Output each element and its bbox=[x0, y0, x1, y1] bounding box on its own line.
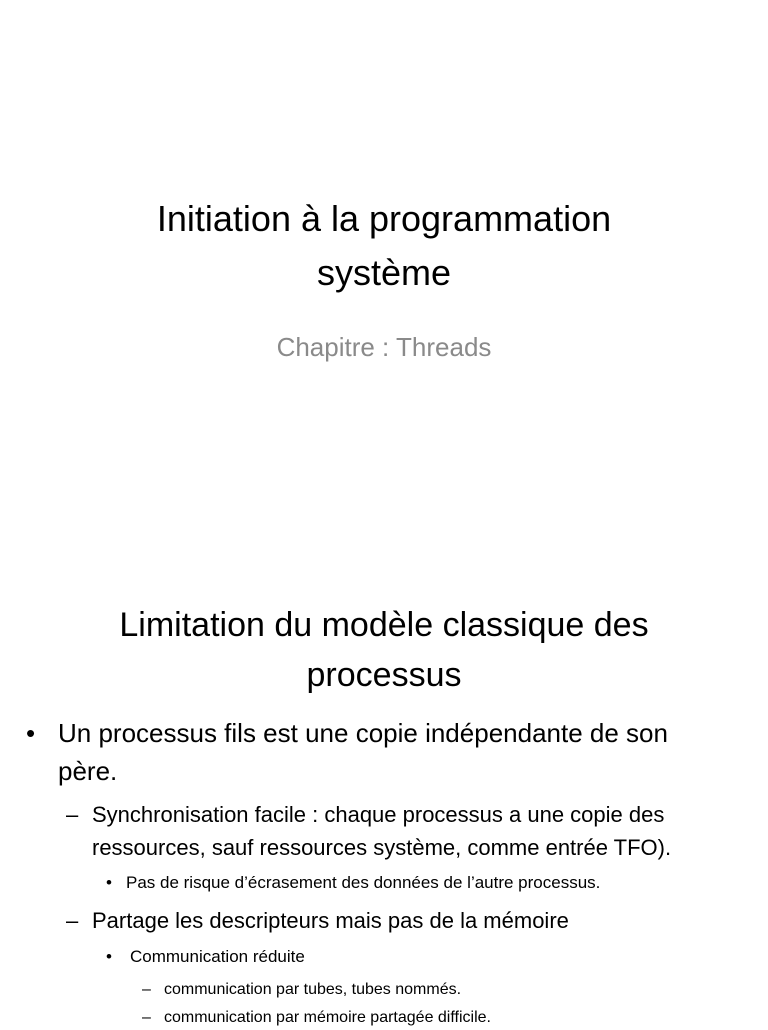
bullet-marker: • bbox=[26, 718, 36, 748]
content-slide bbox=[0, 576, 768, 1024]
sub-sub-bullet-item bbox=[106, 944, 750, 970]
level-4-text: communication par mémoire partagée difficile. bbox=[164, 1009, 491, 1026]
title-line-1: Limitation du modèle classique des bbox=[119, 606, 649, 644]
level-4-item bbox=[142, 978, 744, 1002]
sub-bullet-text-line-2: ressources, sauf ressources système, comme entrée TFO). bbox=[92, 835, 672, 860]
sub-bullet-item bbox=[66, 904, 752, 937]
title-line-2: processus bbox=[306, 656, 462, 694]
dash-marker: – bbox=[66, 802, 79, 827]
title-line-1: Initiation à la programmation bbox=[156, 198, 612, 239]
dash-marker: – bbox=[66, 908, 79, 933]
sub-sub-bullet-text: Communication réduite bbox=[130, 947, 305, 966]
sub-sub-bullet-text: Pas de risque d’écrasement des données de l’autre processus. bbox=[126, 873, 601, 892]
slide-title bbox=[0, 600, 768, 700]
dash-marker: – bbox=[142, 1009, 151, 1026]
sub-bullet-item bbox=[66, 798, 752, 864]
sub-bullet-text-line-1: Synchronisation facile : chaque processus a une copie des bbox=[92, 802, 665, 827]
bullet-marker: • bbox=[106, 873, 112, 892]
level-4-item bbox=[142, 1006, 744, 1030]
slide-title bbox=[0, 192, 768, 300]
bullet-text-line-1: Un processus fils est une copie indépendante de son bbox=[58, 718, 668, 748]
bullet-item bbox=[26, 714, 748, 790]
bullet-text-line-2: père. bbox=[58, 756, 118, 786]
sub-bullet-text: Partage les descripteurs mais pas de la mémoire bbox=[92, 908, 569, 933]
level-4-text: communication par tubes, tubes nommés. bbox=[164, 981, 462, 998]
title-line-2: système bbox=[316, 252, 452, 293]
slide-subtitle: Chapitre : Threads bbox=[276, 332, 492, 362]
sub-sub-bullet-item bbox=[106, 870, 746, 896]
bullet-marker: • bbox=[106, 947, 112, 966]
dash-marker: – bbox=[142, 981, 151, 998]
